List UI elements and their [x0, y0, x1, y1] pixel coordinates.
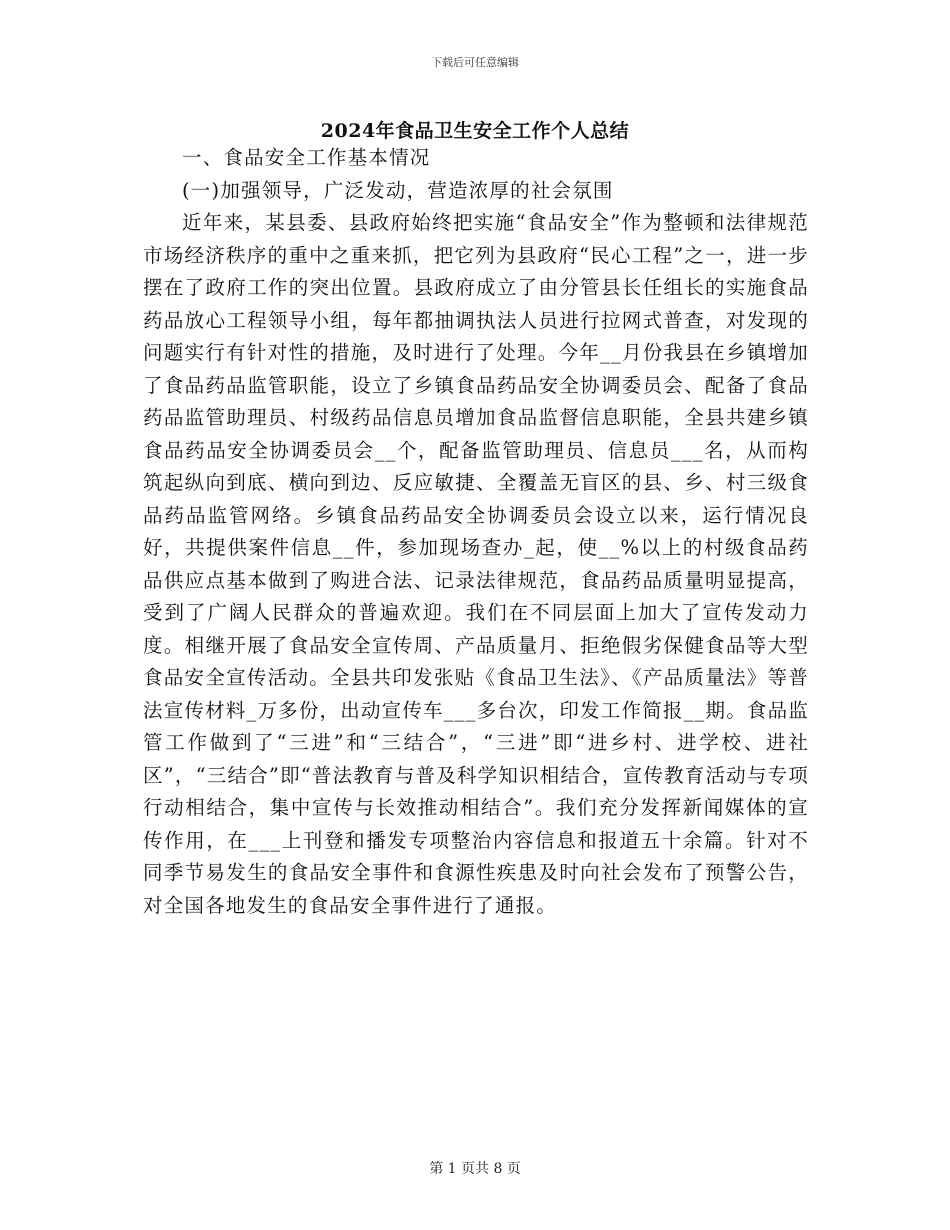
section-heading: 一、食品安全工作基本情况: [182, 146, 431, 169]
page-header-note: 下载后可任意编辑: [431, 56, 519, 69]
body-paragraph: 近年来，某县委、县政府始终把实施“食品安全”作为整顿和法律规范市场经济秩序的重中之重来抓，把它列为县政府“民心工程”之一，进一步摆在了政府工作的突出位置。县政府成立了由分管县长任组长的实施食品药品放心工程领导小组，每年都抽调执法人员进行拉网式普查，对发现的问题实行有针对性的措施，及时进行了处理。今年__月份我县在乡镇增加了食品药品监管职能，设立了乡镇食品药品安全协调委员会、配备了食品药品监管助理员、村级药品信息员增加食品监督信息职能，全县共建乡镇食品药品安全协调委员会__个，配备监管助理员、信息员___名，从而构筑起纵向到底、横向到边、反应敏捷、全覆盖无盲区的县、乡、村三级食品药品监管网络。乡镇食品药品安全协调委员会设立以来，运行情况良好，共提供案件信息__件，参加现场查办_起，使__%以上的村级食品药品供应点基本做到了购进合法、记录法律规范，食品药品质量明显提高，受到了广阔人民群众的普遍欢迎。我们在不同层面上加大了宣传发动力度。相继开展了食品安全宣传周、产品质量月、拒绝假劣保健食品等大型食品安全宣传活动。全县共印发张贴《食品卫生法》、《产品质量法》等普法宣传材料_万多份，出动宣传车___多台次，印发工作简报__期。食品监管工作做到了“三进”和“三结合”，“三进”即“进乡村、进学校、进社区”，“三结合”即“普法教育与普及科学知识相结合，宣传教育活动与专项行动相结合，集中宣传与长效推动相结合”。我们充分发挥新闻媒体的宣传作用，在___上刊登和播发专项整治内容信息和报道五十余篇。针对不同季节易发生的食品安全事件和食源性疾患及时向社会发布了预警公告，对全国各地发生的食品安全事件进行了通报。: [143, 211, 810, 917]
document-title: 2024年食品卫生安全工作个人总结: [320, 120, 630, 142]
subsection-heading: (一)加强领导，广泛发动，营造浓厚的社会氛围: [182, 178, 614, 202]
document-body: [143, 142, 809, 922]
page-number-footer: 第 1 页共 8 页: [429, 1161, 521, 1177]
